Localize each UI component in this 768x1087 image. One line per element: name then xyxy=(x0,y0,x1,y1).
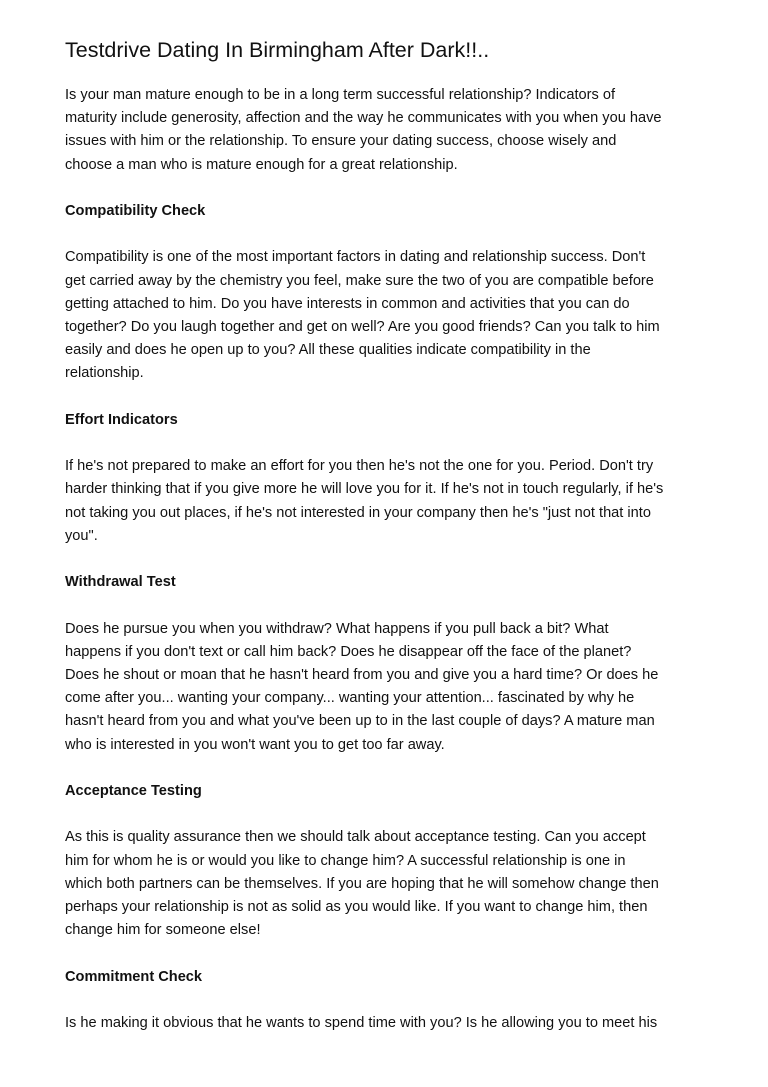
page-title: Testdrive Dating In Birmingham After Dark!!.. xyxy=(65,38,490,62)
paragraph-line: get carried away by the chemistry you feel, make sure the two of you are compatible before xyxy=(65,272,654,289)
intro-paragraph xyxy=(65,84,712,177)
paragraph-line: change him for someone else! xyxy=(65,922,261,939)
paragraph-line: maturity include generosity, affection and the way he communicates with you when you have xyxy=(65,110,662,127)
paragraph-line: getting attached to him. Do you have interests in common and activities that you can do xyxy=(65,295,630,312)
paragraph-line: If he's not prepared to make an effort for you then he's not the one for you. Period. Don't try xyxy=(65,458,654,475)
section-heading-effort-indicators: Effort Indicators xyxy=(65,411,178,428)
paragraph-line: who is interested in you won't want you to get too far away. xyxy=(65,736,445,753)
paragraph-line: not taking you out places, if he's not interested in your company then he's "just not that into xyxy=(65,504,651,521)
paragraph-line: happens if you don't text or call him back? Does he disappear off the face of the planet? xyxy=(65,643,632,660)
paragraph-line: Does he pursue you when you withdraw? What happens if you pull back a bit? What xyxy=(65,620,609,637)
section-paragraph-effort-indicators xyxy=(65,455,712,548)
section-heading-compatibility-check: Compatibility Check xyxy=(65,203,206,219)
paragraph-line: easily and does he open up to you? All these qualities indicate compatibility in the xyxy=(65,342,591,359)
section-paragraph-acceptance-testing xyxy=(65,826,712,942)
paragraph-line: harder thinking that if you give more he will love you for it. If he's not in touch regularly, if he's xyxy=(65,481,664,498)
section-paragraph-withdrawal-test xyxy=(65,618,712,757)
section-paragraph-compatibility-check xyxy=(65,246,712,385)
paragraph-line: hasn't heard from you and what you've been up to in the last couple of days? A mature man xyxy=(65,713,655,730)
paragraph-line: come after you... wanting your company... wanting your attention... fascinated by why he xyxy=(65,690,635,707)
paragraph-line: Is he making it obvious that he wants to spend time with you? Is he allowing you to meet his xyxy=(65,1014,658,1031)
paragraph-line: Is your man mature enough to be in a long term successful relationship? Indicators of xyxy=(65,87,615,103)
paragraph-line: perhaps your relationship is not as solid as you would like. If you want to change him, then xyxy=(65,898,648,915)
paragraph-line: As this is quality assurance then we should talk about acceptance testing. Can you accept xyxy=(65,829,646,846)
paragraph-line: him for whom he is or would you like to change him? A successful relationship is one in xyxy=(65,852,626,869)
paragraph-line: together? Do you laugh together and get on well? Are you good friends? Can you talk to him xyxy=(65,319,660,335)
section-heading-commitment-check: Commitment Check xyxy=(65,968,203,985)
paragraph-line: you". xyxy=(65,527,98,544)
paragraph-line: relationship. xyxy=(65,365,144,382)
paragraph-line: issues with him or the relationship. To ensure your dating success, choose wisely and xyxy=(65,133,617,150)
paragraph-line: Compatibility is one of the most important factors in dating and relationship success. Don't xyxy=(65,249,646,266)
paragraph-line: choose a man who is mature enough for a great relationship. xyxy=(65,156,458,173)
paragraph-line: Does he shout or moan that he hasn't heard from you and give you a hard time? Or does he xyxy=(65,666,659,683)
paragraph-line: which both partners can be themselves. If you are hoping that he will somehow change then xyxy=(65,875,659,892)
section-heading-withdrawal-test: Withdrawal Test xyxy=(65,574,176,591)
section-heading-acceptance-testing: Acceptance Testing xyxy=(65,782,202,799)
section-paragraph-commitment-check xyxy=(65,1012,712,1035)
